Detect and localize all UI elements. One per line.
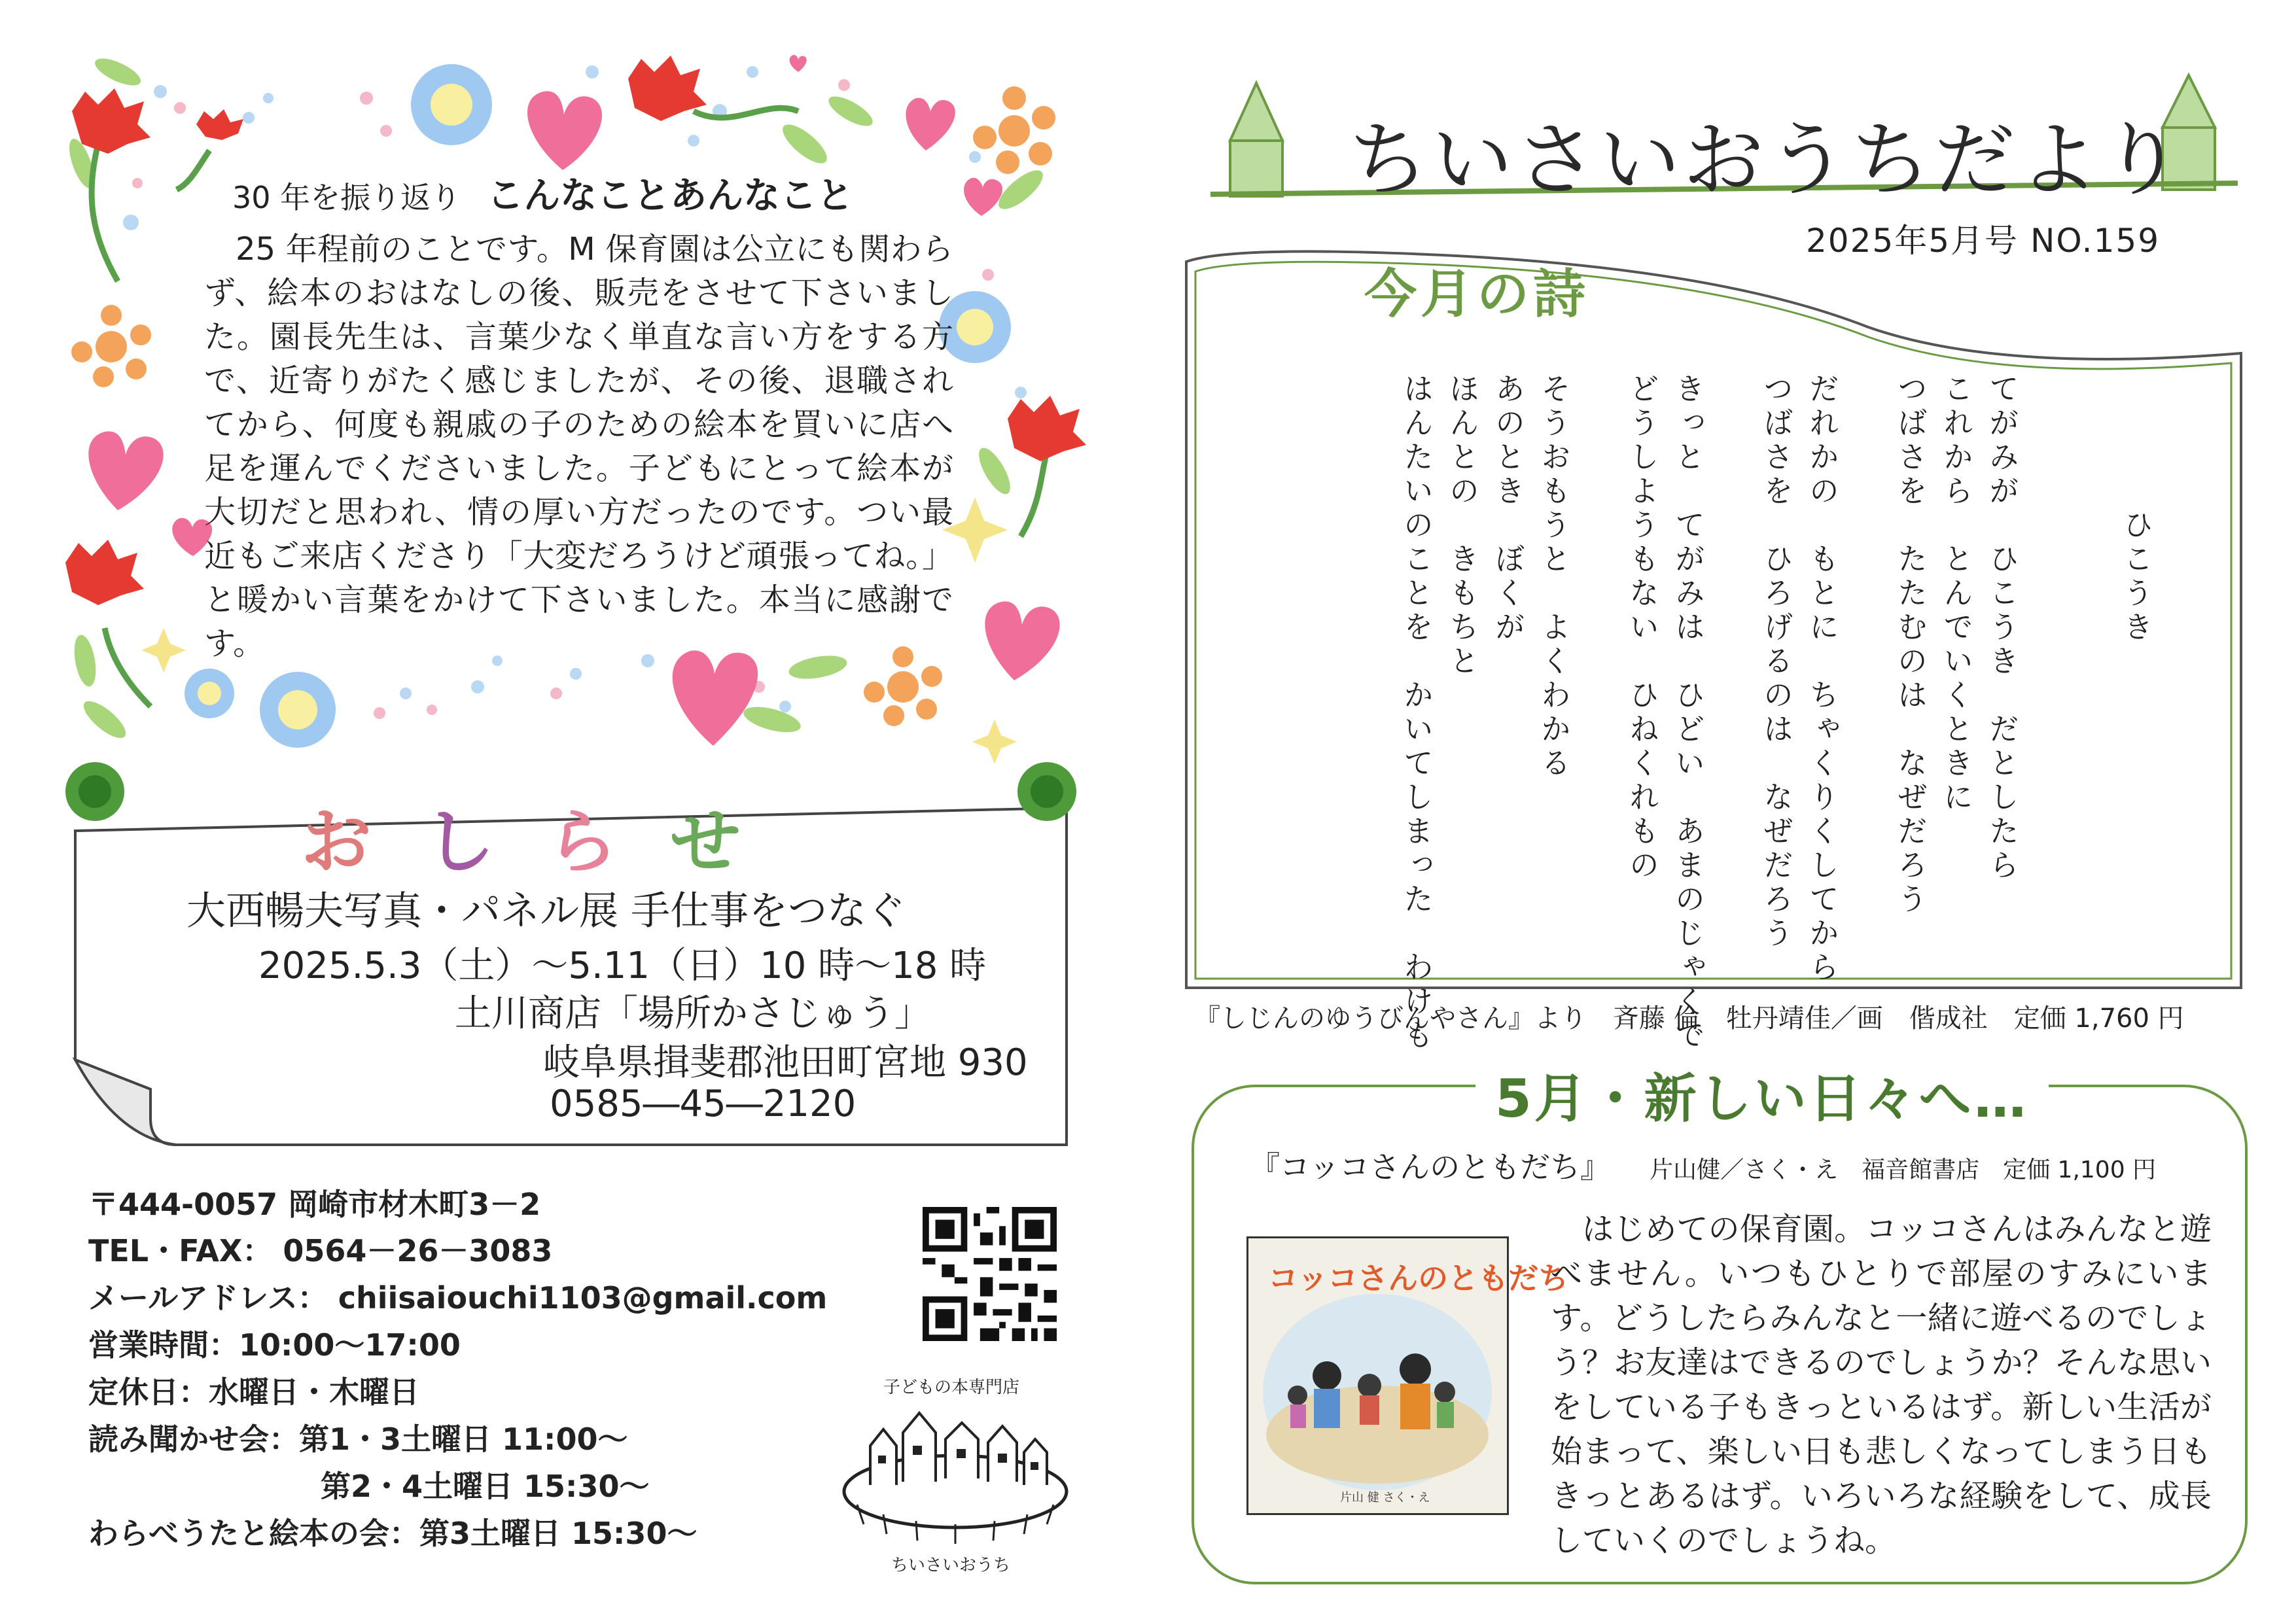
poem-line: つばさを たたむのは なぜだろう: [1893, 373, 1928, 917]
reflection-body: [204, 228, 953, 666]
shop-tel: TEL・FAX： 0564－26－3083: [88, 1233, 553, 1268]
qr-code-icon[interactable]: [923, 1207, 1057, 1341]
book-title: 『コッコさんのともだち』: [1250, 1149, 1611, 1185]
event-phone: 0585―45―2120: [550, 1083, 857, 1125]
shop-tagline: 子どもの本専門店: [883, 1378, 1020, 1397]
shop-logo-text: ちいさいおうち: [891, 1556, 1011, 1575]
poem-line: つばさを ひろげるのは なぜだろう: [1759, 373, 1794, 951]
event-venue: 土川商店「場所かさじゅう」: [455, 992, 931, 1035]
notice-title-char: せ: [670, 801, 794, 883]
cover-credit: 片山 健 さく・え: [1340, 1491, 1430, 1505]
event-title: 大西暢夫写真・パネル展 手仕事をつなぐ: [186, 888, 906, 934]
reflection-paragraph: 25 年程前のことです。M 保育園は公立にも関わらず、絵本のおはなしの後、販売をさせて下さいました。園長先生は、言葉少なく単直な言い方をする方で、近寄りがたく感じましたが、その後、退職されてから、何度も親戚の子のための絵本を買いに店へ足を運んでくださいました。子どもにとって絵本が大切だと思われ、情の厚い方だったのです。つい最近もご来店くださり「大変だろうけど頑張ってね。」と暖かい言葉をかけて下さいました。本当に感謝です。: [204, 231, 953, 662]
poem-line: あのとき ぼくが: [1491, 373, 1526, 645]
poem-line: はんたいのことを かいてしまった わけも: [1399, 373, 1434, 1053]
cover-title: コッコさんのともだち: [1268, 1261, 1569, 1296]
notice-title-char: ら: [547, 801, 671, 883]
book-cover-image: [1246, 1236, 1569, 1515]
event-address: 岐阜県揖斐郡池田町宮地 930: [543, 1041, 1028, 1084]
book-review-paragraph: はじめての保育園。コッコさんはみんなと遊べません。いつもひとりで部屋のすみにいます。どうしたらみんなと一緒に遊べるのでしょう？お友達はできるのでしょうか？そんな思いをしている子もきっといるはず。新しい生活が始まって、楽しい日も悲しくなってしまう日もきっとあるはず。いろいろな経験をして、成長していくのでしょうね。: [1551, 1211, 2212, 1559]
poem-line: どうしようもない ひねくれもの: [1625, 373, 1660, 883]
poem-frame: [1181, 242, 2254, 994]
poem-line: きっと てがみは ひどい あまのじゃくで: [1670, 373, 1706, 1053]
poem-line: だれかの もとに ちゃくりくしてから: [1805, 373, 1840, 985]
event-dates: 2025.5.3（土）～5.11（日）10 時～18 時: [258, 945, 987, 987]
book-title-line: [1250, 1143, 2156, 1187]
poem-heading: 今月の詩: [1364, 264, 1589, 324]
poem-credit: 『しじんのゆうびんやさん』より 斉藤 倫 牡丹靖佳／画 偕成社 定価 1,760 円: [1194, 1003, 2184, 1034]
shop-address: 〒444-0057 岡崎市材木町3－2: [88, 1187, 541, 1222]
reflection-title-main: こんなことあんなこと: [487, 175, 854, 217]
reading-schedule-1: 読み聞かせ会：第1・3土曜日 11:00～: [88, 1422, 628, 1457]
notice-title-char: し: [424, 801, 548, 883]
book-section-heading: 5月・新しい日々へ…: [1475, 1056, 2049, 1132]
issue-number: 2025年5月号 NO.159: [1806, 222, 2161, 260]
reflection-title-lead: 30 年を振り返り: [232, 180, 461, 215]
warabe-schedule: わらべうたと絵本の会：第3土曜日 15:30～: [88, 1516, 698, 1551]
poem-line: そうおもうと よくわかる: [1536, 373, 1572, 781]
book-meta: 片山健／さく・え 福音館書店 定価 1,100 円: [1650, 1157, 2157, 1183]
house-left-icon: [1230, 83, 1282, 196]
shop-closed-days: 定休日：水曜日・木曜日: [88, 1374, 419, 1410]
poem-line: ほんとの きもちと: [1445, 373, 1480, 679]
shop-logo-icon: [831, 1393, 1080, 1550]
reading-schedule-2: 第2・4土曜日 15:30～: [321, 1469, 650, 1504]
shop-hours: 営業時間：10:00～17:00: [88, 1327, 461, 1363]
book-review: [1551, 1207, 2212, 1563]
poem-line: てがみが ひこうき だとしたら: [1985, 373, 2020, 883]
reflection-title: [232, 167, 853, 219]
notice-title-char: お: [301, 801, 425, 883]
poem-line: これから とんでいくときに: [1939, 373, 1974, 815]
newsletter-title: ちいさいおうちだより: [1348, 113, 2186, 207]
poem-line: ひこうき: [2119, 373, 2154, 645]
shop-email[interactable]: メールアドレス： chiisaiouchi1103@gmail.com: [88, 1280, 828, 1316]
notice-title: [301, 785, 793, 886]
